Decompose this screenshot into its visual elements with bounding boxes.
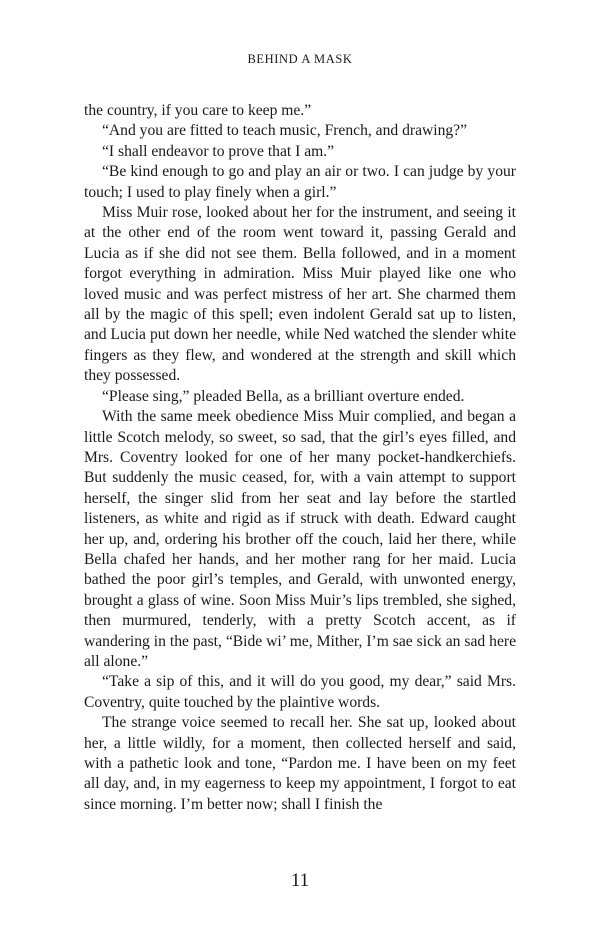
body-text — [84, 101, 516, 815]
paragraph: The strange voice seemed to recall her. She sat up, looked about her, a little wildly, for a moment, then collected herself and said, with a pathetic look and tone, “Pardon me. I have been on my feet all day, and, in my eagerness to keep my appointment, I forgot to eat since morning. I’m better now; shall I finish the — [84, 714, 516, 813]
paragraph: With the same meek obedience Miss Muir complied, and began a little Scotch melody, so sweet, so sad, that the girl’s eyes filled, and Mrs. Coventry looked for one of her many pocket-handkerchiefs. But suddenly the music ceased, for, with a vain attempt to support herself, the singer slid from her seat and lay before the startled listeners, as white and rigid as if struck with death. Edward caught her up, and, ordering his brother off the couch, laid her there, while Bella chafed her hands, and her mother rang for her maid. Lucia bathed the poor girl’s temples, and Gerald, with unwonted energy, brought a glass of wine. Soon Miss Muir’s lips trembled, she sighed, then murmured, tenderly, with a pretty Scotch accent, as if wandering in the past, “Bide wi’ me, Mither, I’m sae sick an sad here all alone.” — [84, 408, 516, 670]
page-number: 11 — [290, 870, 310, 891]
paragraph: “I shall endeavor to prove that I am.” — [102, 142, 335, 160]
paragraph: “Be kind enough to go and play an air or two. I can judge by your touch; I used to play finely when a girl.” — [84, 163, 516, 201]
paragraph: the country, if you care to keep me.” — [84, 102, 312, 119]
paragraph: “Take a sip of this, and it will do you good, my dear,” said Mrs. Coventry, quite touched by the plaintive words. — [84, 673, 516, 711]
paragraph: Miss Muir rose, looked about her for the instrument, and seeing it at the other end of the room went toward it, passing Gerald and Lucia as if she did not see them. Bella followed, and in a moment forgot everything in admiration. Miss Muir played like one who loved music and was perfect mistress of her art. She charmed them all by the magic of this spell; even indolent Gerald sat up to listen, and Lucia put down her needle, while Ned watched the slender white fingers as they flew, and wondered at the strength and skill which they possessed. — [84, 204, 516, 385]
running-head: BEHIND A MASK — [247, 52, 353, 66]
paragraph: “Please sing,” pleaded Bella, as a brilliant overture ended. — [102, 387, 465, 405]
paragraph: “And you are fitted to teach music, French, and drawing?” — [102, 122, 468, 140]
